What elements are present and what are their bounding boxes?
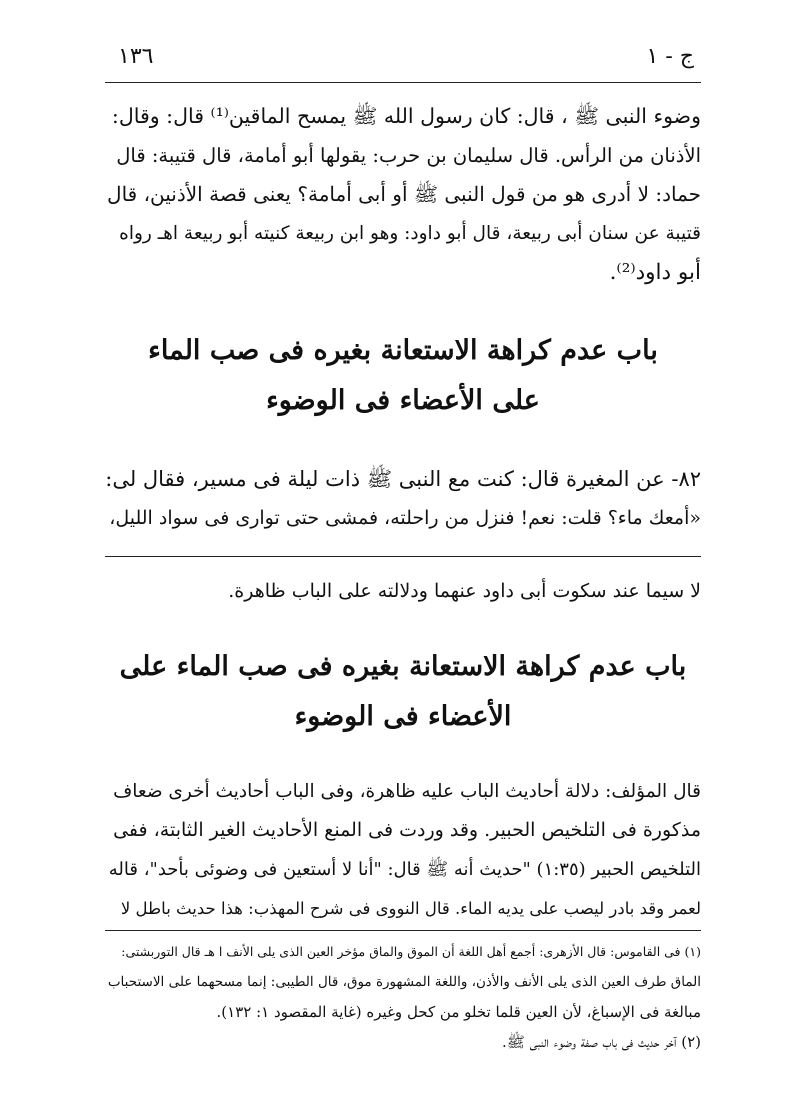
author-commentary bbox=[105, 772, 701, 928]
commentary-rule bbox=[105, 556, 701, 557]
chapter-heading bbox=[105, 326, 701, 426]
text-line: قال المؤلف: دلالة أحاديث الباب عليه ظاهرة، وفى الباب أحاديث أخرى ضعاف bbox=[113, 781, 701, 802]
text-line: الأذنان من الرأس. قال سليمان بن حرب: يقولها أبو أمامة، قال قتيبة: قال bbox=[116, 144, 701, 167]
footnote-line: مبالغة فى الإسباغ، لأن العين قلما تخلو من كحل وغيره (غاية المقصود ١: ١٣٢). bbox=[216, 1003, 701, 1021]
text-line: قتيبة عن سنان أبى ربيعة، قال أبو داود: وهو ابن ربيعة كنيته أبو ربيعة اهـ رواه bbox=[119, 223, 701, 244]
volume-label: ج - ١ bbox=[646, 44, 694, 69]
main-text bbox=[105, 97, 701, 292]
hadith-82 bbox=[105, 460, 701, 538]
commentary-note: لا سيما عند سكوت أبى داود عنهما ودلالته على الباب ظاهرة. bbox=[228, 580, 701, 602]
text-line: أبو داود⁽²⁾. bbox=[609, 260, 701, 285]
text-line: مذكورة فى التلخيص الحبير. وقد وردت فى المنع الأحاديث الغير الثابتة، ففى bbox=[113, 819, 701, 841]
footnote-rule bbox=[105, 930, 701, 931]
text-line: لعمر وقد بادر ليصب على يديه الماء. قال النووى فى شرح المهذب: هذا حديث باطل لا bbox=[120, 899, 701, 918]
footnote-line: الماق طرف العين الذى يلى الأنف والأذن، واللغة المشهورة موق، قال الطيبى: إنما مسحهما على الاستحباب bbox=[107, 974, 701, 990]
heading-line: الأعضاء فى الوضوء bbox=[294, 701, 512, 732]
text-line: حماد: لا أدرى هو من قول النبى ﷺ أو أبى أمامة؟ يعنى قصة الأذنين، قال bbox=[107, 182, 701, 206]
text-line: التلخيص الحبير (١:٣٥) "حديث أنه ﷺ قال: "أنا لا أستعين فى وضوئى بأحد"، قاله bbox=[108, 859, 701, 880]
text-line: «أمعك ماء؟ قلت: نعم! فنزل من راحلته، فمشى حتى توارى فى سواد الليل، bbox=[109, 507, 701, 529]
footnote-line: (١) فى القاموس: قال الأزهرى: أجمع أهل اللغة أن الموق والماق مؤخر العين الذى يلى الأنف ا هـ قال التوربشتى: bbox=[121, 944, 701, 959]
footnote-line: (٢) آخر حديث فى باب صفة وضوء النبى ﷺ. bbox=[501, 1033, 701, 1051]
text-line: ٨٢- عن المغيرة قال: كنت مع النبى ﷺ ذات ليلة فى مسير، فقال لى: bbox=[105, 467, 701, 491]
commentary-heading bbox=[105, 642, 701, 742]
page-number: ١٣٦ bbox=[118, 44, 154, 69]
heading-line: باب عدم كراهة الاستعانة بغيره فى صب الماء bbox=[148, 335, 658, 366]
footnotes bbox=[105, 937, 701, 1057]
heading-line: باب عدم كراهة الاستعانة بغيره فى صب الماء على bbox=[119, 651, 687, 682]
heading-line: على الأعضاء فى الوضوء bbox=[266, 385, 540, 416]
text-line: وضوء النبى ﷺ ، قال: كان رسول الله ﷺ يمسح الماقين⁽¹⁾ قال: وقال: bbox=[111, 104, 701, 128]
header-rule bbox=[105, 82, 701, 83]
